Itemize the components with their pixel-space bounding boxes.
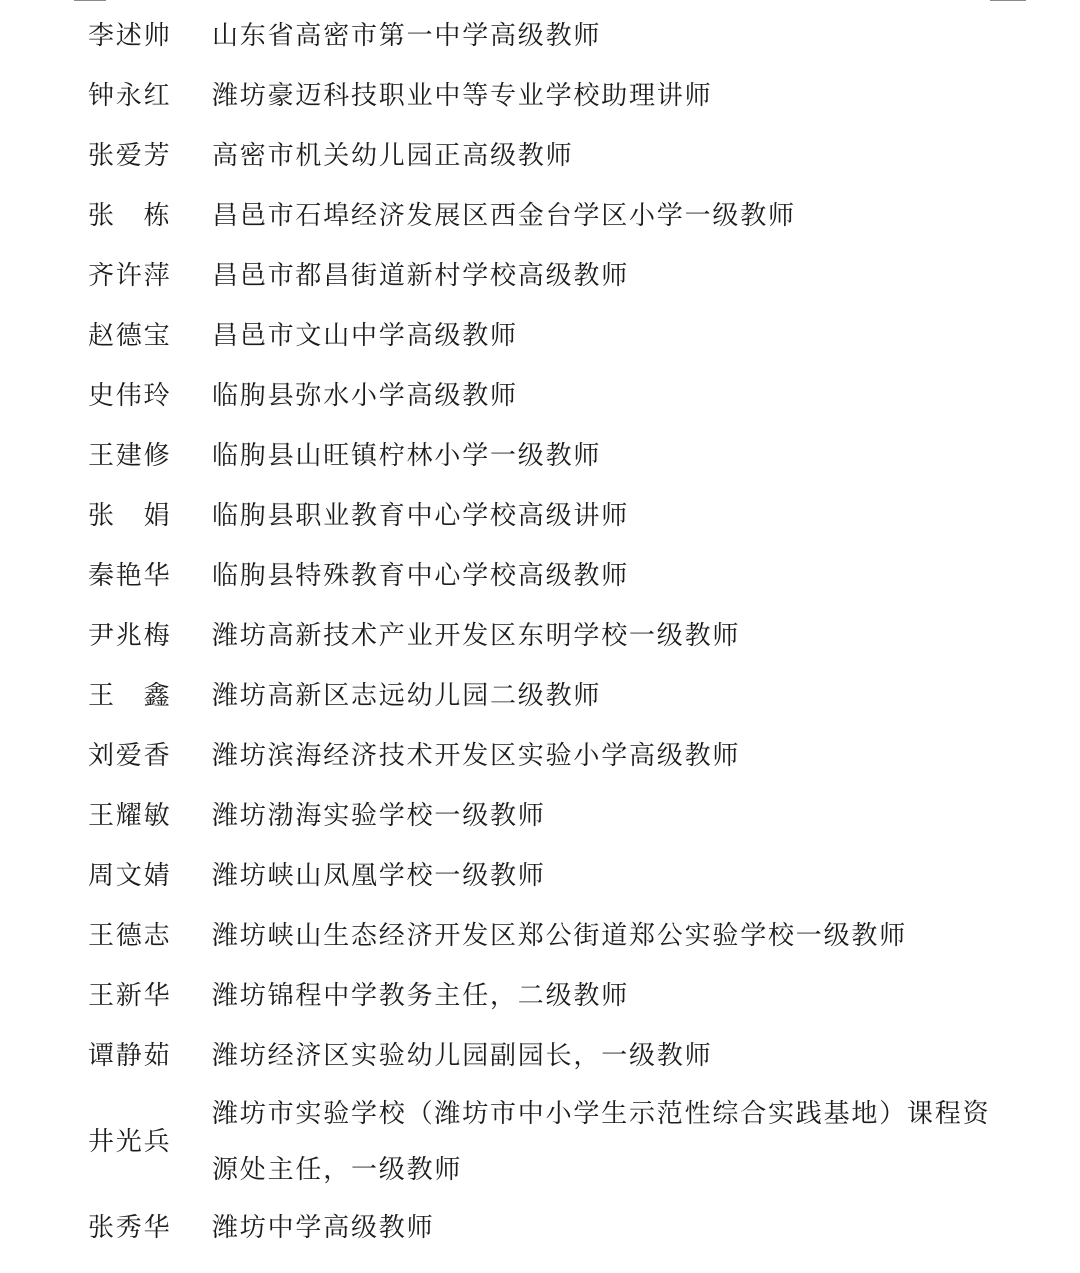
person-position: 潍坊高新区志远幼儿园二级教师 [212,681,602,711]
person-position: 潍坊高新技术产业开发区东明学校一级教师 [212,621,741,651]
person-name: 尹兆梅 [88,621,172,651]
person-position: 潍坊渤海实验学校一级教师 [212,801,546,831]
person-position: 潍坊滨海经济技术开发区实验小学高级教师 [212,741,741,771]
list-item [0,186,1080,246]
person-position: 潍坊峡山凤凰学校一级教师 [212,861,546,891]
person-position: 昌邑市石埠经济发展区西金台学区小学一级教师 [212,201,796,231]
list-item [0,6,1080,66]
list-item [0,306,1080,366]
person-position: 临朐县山旺镇柠林小学一级教师 [212,441,602,471]
list-item [0,546,1080,606]
person-name: 李述帅 [88,21,172,51]
person-name: 王 鑫 [88,681,172,711]
person-name: 赵德宝 [88,321,172,351]
list-item [0,66,1080,126]
list-item [0,666,1080,726]
name-list [0,6,1080,1258]
person-name: 王新华 [88,981,172,1011]
list-item [0,726,1080,786]
list-item [0,786,1080,846]
table-border-fragment-right [990,0,1026,1]
list-item [0,1026,1080,1086]
list-item [0,906,1080,966]
person-name: 秦艳华 [88,561,172,591]
table-border-fragment-left [74,0,106,1]
person-name: 张 娟 [88,501,172,531]
person-position: 潍坊豪迈科技职业中等专业学校助理讲师 [212,81,713,111]
list-item [0,966,1080,1026]
person-name: 井光兵 [88,1127,172,1157]
list-item [0,246,1080,306]
person-name: 张爱芳 [88,141,172,171]
person-position: 潍坊锦程中学教务主任，二级教师 [212,981,630,1011]
person-position: 山东省高密市第一中学高级教师 [212,21,602,51]
person-position: 潍坊中学高级教师 [212,1213,435,1243]
person-name: 齐许萍 [88,261,172,291]
person-name: 王耀敏 [88,801,172,831]
list-item [0,426,1080,486]
person-position: 潍坊峡山生态经济开发区郑公街道郑公实验学校一级教师 [212,921,908,951]
list-item [0,486,1080,546]
list-item [0,606,1080,666]
person-name: 史伟玲 [88,381,172,411]
list-item [0,126,1080,186]
list-item [0,1086,1080,1198]
person-position: 临朐县弥水小学高级教师 [212,381,518,411]
list-item [0,846,1080,906]
person-name: 谭静茹 [88,1041,172,1071]
person-position: 临朐县职业教育中心学校高级讲师 [212,501,630,531]
person-name: 王建修 [88,441,172,471]
person-position: 高密市机关幼儿园正高级教师 [212,141,574,171]
person-position: 潍坊经济区实验幼儿园副园长，一级教师 [212,1041,713,1071]
person-position: 昌邑市文山中学高级教师 [212,321,518,351]
person-name: 张秀华 [88,1213,172,1243]
person-position: 临朐县特殊教育中心学校高级教师 [212,561,630,591]
person-name: 张 栋 [88,201,172,231]
person-position: 昌邑市都昌街道新村学校高级教师 [212,261,630,291]
list-item [0,1198,1080,1258]
person-name: 周文婧 [88,861,172,891]
list-item [0,366,1080,426]
person-name: 刘爱香 [88,741,172,771]
person-name: 钟永红 [88,81,172,111]
person-name: 王德志 [88,921,172,951]
person-position: 潍坊市实验学校（潍坊市中小学生示范性综合实践基地）课程资源处主任，一级教师 [212,1099,991,1185]
